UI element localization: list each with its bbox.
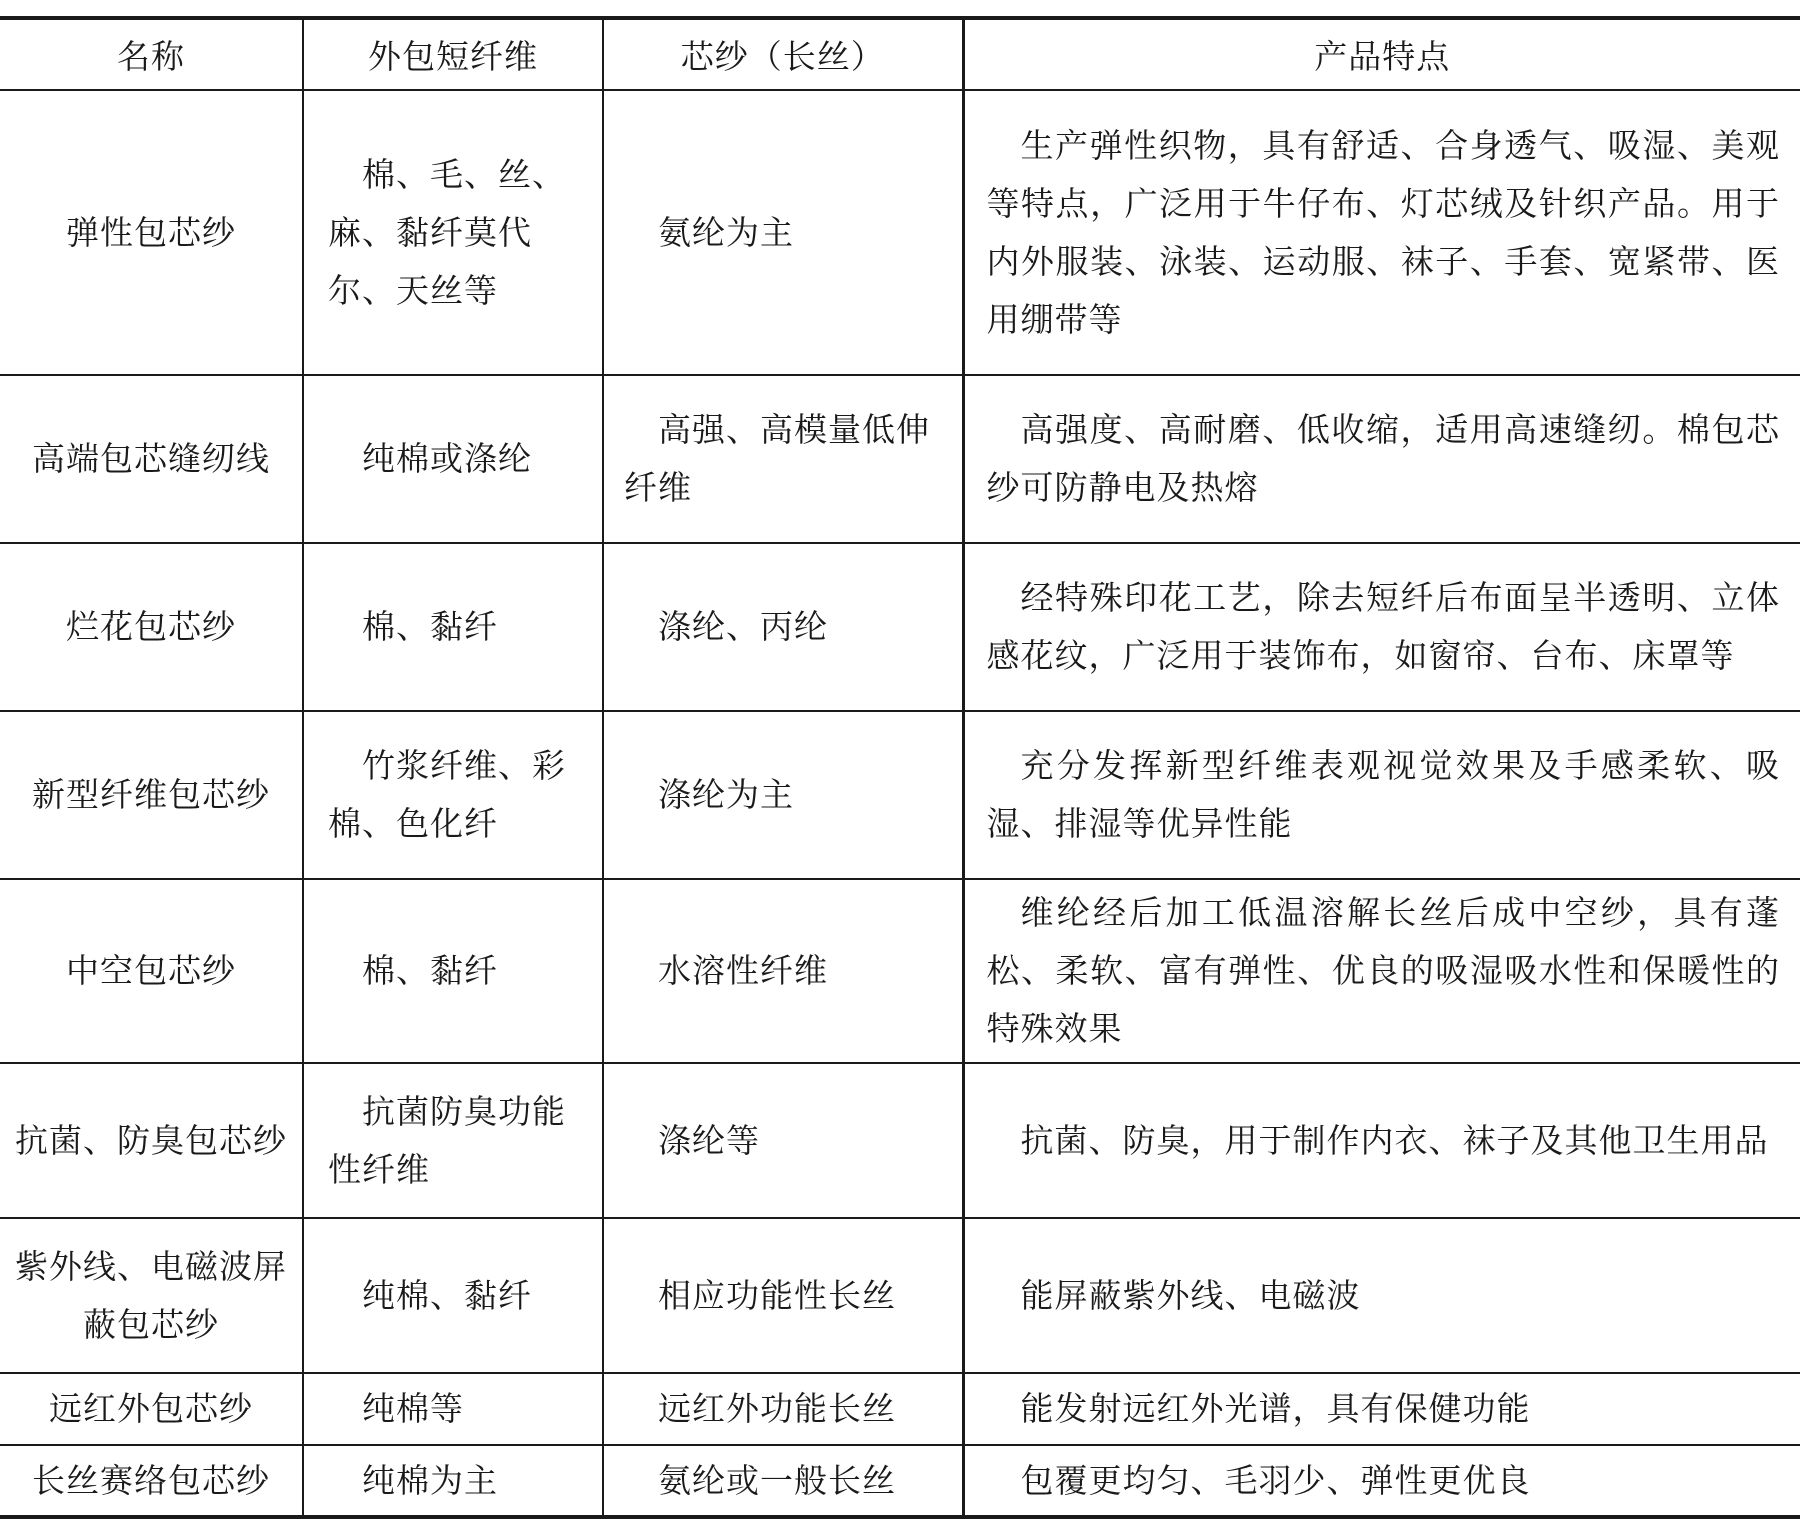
cell-product-features: 能屏蔽紫外线、电磁波 — [963, 1218, 1800, 1373]
cell-product-features: 生产弹性织物，具有舒适、合身透气、吸湿、美观等特点，广泛用于牛仔布、灯芯绒及针织产品。用于内外服装、泳装、运动服、袜子、手套、宽紧带、医用绷带等 — [963, 90, 1800, 375]
cell-core-filament: 水溶性纤维 — [603, 879, 963, 1063]
cell-sheath-fiber: 抗菌防臭功能性纤维 — [303, 1063, 603, 1218]
table-header-row — [0, 18, 1800, 90]
cell-core-filament: 高强、高模量低伸纤维 — [603, 375, 963, 543]
header-sheath-fiber: 外包短纤维 — [303, 18, 603, 90]
cell-name: 高端包芯缝纫线 — [0, 375, 303, 543]
table-row — [0, 375, 1800, 543]
header-product-features: 产品特点 — [963, 18, 1800, 90]
table-row — [0, 711, 1800, 879]
cell-sheath-fiber: 棉、毛、丝、麻、黏纤莫代尔、天丝等 — [303, 90, 603, 375]
cell-name: 中空包芯纱 — [0, 879, 303, 1063]
header-core-filament: 芯纱（长丝） — [603, 18, 963, 90]
cell-name: 弹性包芯纱 — [0, 90, 303, 375]
cell-core-filament: 相应功能性长丝 — [603, 1218, 963, 1373]
table-row — [0, 1445, 1800, 1517]
table-row — [0, 879, 1800, 1063]
table-row — [0, 1218, 1800, 1373]
cell-name: 远红外包芯纱 — [0, 1373, 303, 1445]
table-row — [0, 90, 1800, 375]
table-row — [0, 1373, 1800, 1445]
cell-product-features: 经特殊印花工艺，除去短纤后布面呈半透明、立体感花纹，广泛用于装饰布，如窗帘、台布、床罩等 — [963, 543, 1800, 711]
cell-core-filament: 远红外功能长丝 — [603, 1373, 963, 1445]
cell-name: 长丝赛络包芯纱 — [0, 1445, 303, 1517]
cell-core-filament: 氨纶为主 — [603, 90, 963, 375]
cell-product-features: 包覆更均匀、毛羽少、弹性更优良 — [963, 1445, 1800, 1517]
cell-core-filament: 涤纶等 — [603, 1063, 963, 1218]
cell-sheath-fiber: 纯棉或涤纶 — [303, 375, 603, 543]
cell-sheath-fiber: 纯棉为主 — [303, 1445, 603, 1517]
cell-name: 紫外线、电磁波屏蔽包芯纱 — [0, 1218, 303, 1373]
cell-product-features: 充分发挥新型纤维表观视觉效果及手感柔软、吸湿、排湿等优异性能 — [963, 711, 1800, 879]
cell-product-features: 维纶经后加工低温溶解长丝后成中空纱，具有蓬松、柔软、富有弹性、优良的吸湿吸水性和保暖性的特殊效果 — [963, 879, 1800, 1063]
cell-name: 抗菌、防臭包芯纱 — [0, 1063, 303, 1218]
cell-product-features: 能发射远红外光谱，具有保健功能 — [963, 1373, 1800, 1445]
cell-core-filament: 氨纶或一般长丝 — [603, 1445, 963, 1517]
cell-sheath-fiber: 纯棉、黏纤 — [303, 1218, 603, 1373]
cell-sheath-fiber: 棉、黏纤 — [303, 543, 603, 711]
cell-product-features: 高强度、高耐磨、低收缩，适用高速缝纫。棉包芯纱可防静电及热熔 — [963, 375, 1800, 543]
table-row — [0, 1063, 1800, 1218]
cell-core-filament: 涤纶、丙纶 — [603, 543, 963, 711]
cell-name: 烂花包芯纱 — [0, 543, 303, 711]
table-row — [0, 543, 1800, 711]
cell-sheath-fiber: 纯棉等 — [303, 1373, 603, 1445]
cell-product-features: 抗菌、防臭，用于制作内衣、袜子及其他卫生用品 — [963, 1063, 1800, 1218]
cell-sheath-fiber: 棉、黏纤 — [303, 879, 603, 1063]
cell-name: 新型纤维包芯纱 — [0, 711, 303, 879]
cell-sheath-fiber: 竹浆纤维、彩棉、色化纤 — [303, 711, 603, 879]
header-name: 名称 — [0, 18, 303, 90]
table-container — [0, 16, 1800, 1519]
core-spun-yarn-table — [0, 16, 1800, 1519]
cell-core-filament: 涤纶为主 — [603, 711, 963, 879]
